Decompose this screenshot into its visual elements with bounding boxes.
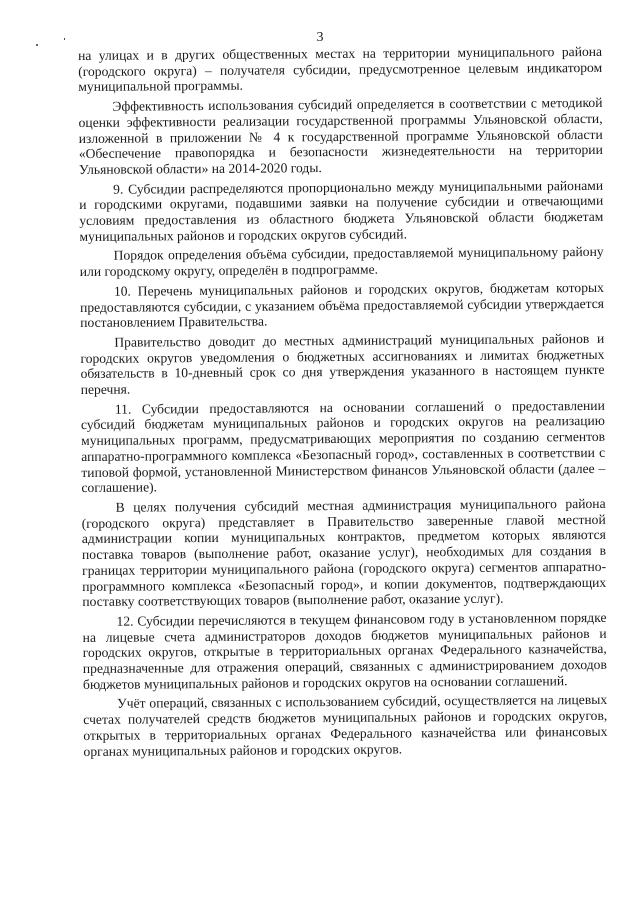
page-number: 3 <box>316 30 324 45</box>
paragraph: 11. Субсидии предоставляются на основании соглашений о предоставлении субсидий бюджетам муниципальных районов и городских округов на реализацию муниципальных программ, предусматривающих мероприятия по созданию сегментов аппаратно-программного комплекса «Безопасный город», составленных в соответствии с типовой формой, установленной Министерством финансов Ульяновской области (далее – соглашение). <box>80 397 606 496</box>
paragraph: Эффективность использования субсидий определяется в соответствии с методикой оценки эффективности реализации государственной программы Ульяновской области, изложенной в приложении № 4 к государственной программе Ульяновской области «Обеспечение правопорядка и безопасности жизнедеятельности на территории Ульяновской области» на 2014-2020 годы. <box>78 94 603 177</box>
paragraph: В целях получения субсидий местная администрация муниципального района (городского округа) представляет в Правительство заверенные главой местной администрации копии муниципальных контрактов, предметом которых являются поставка товаров (выполнение работ, оказание услуг), необходимых для создания в границах территории муниципального района (городского округа) сегментов аппаратно-программного комплекса «Безопасный город», и копии документов, подтверждающих поставку соответствующих товаров (выполнение работ, оказание услуг). <box>81 495 607 610</box>
paragraph: Учёт операций, связанных с использованием субсидий, осуществляется на лицевых счетах получателей средств бюджетов муниципальных районов и городских округов, открытых в территориальных органах Федерального казначейства или финансовых органах муниципальных районов и городских округов. <box>83 692 608 759</box>
paragraph: 9. Субсидии распределяются пропорционально между муниципальными районами и городскими округами, подавшими заявки на получение субсидии и отвечающими условиям предоставления из областного бюджета Ульяновской области бюджетам муниципальных районов и городских округов субсидий. <box>79 177 604 244</box>
paragraph: Порядок определения объёма субсидии, предоставляемой муниципальному району или городскому округу, определён в подпрограмме. <box>79 244 604 280</box>
paragraph: 10. Перечень муниципальных районов и городских округов, бюджетам которых предоставляются субсидии, с указанием объёма предоставляемой субсидии утверждается постановлением Правительства. <box>79 279 605 331</box>
paragraph: 12. Субсидии перечисляются в текущем финансовом году в установленном порядке на лицевые счета администраторов доходов бюджетов муниципальных районов и городских округов, открытые в территориальных органах Федерального казначейства, предназначенные для отражения операций, связанных с администрированием доходов бюджетов муниципальных районов и городских округов на основании соглашений. <box>82 609 607 692</box>
document-body <box>78 44 608 763</box>
paragraph: на улицах и в других общественных местах на территории муниципального района (городского округа) – получателя субсидии, предусмотренное целевым индикатором муниципальной программы. <box>78 43 603 95</box>
paragraph: Правительство доводит до местных администраций муниципальных районов и городских округов уведомления о бюджетных ассигнованиях и лимитах бюджетных обязательств в 10-дневный срок со дня утверждения указанного в настоящем пункте перечня. <box>80 330 605 398</box>
